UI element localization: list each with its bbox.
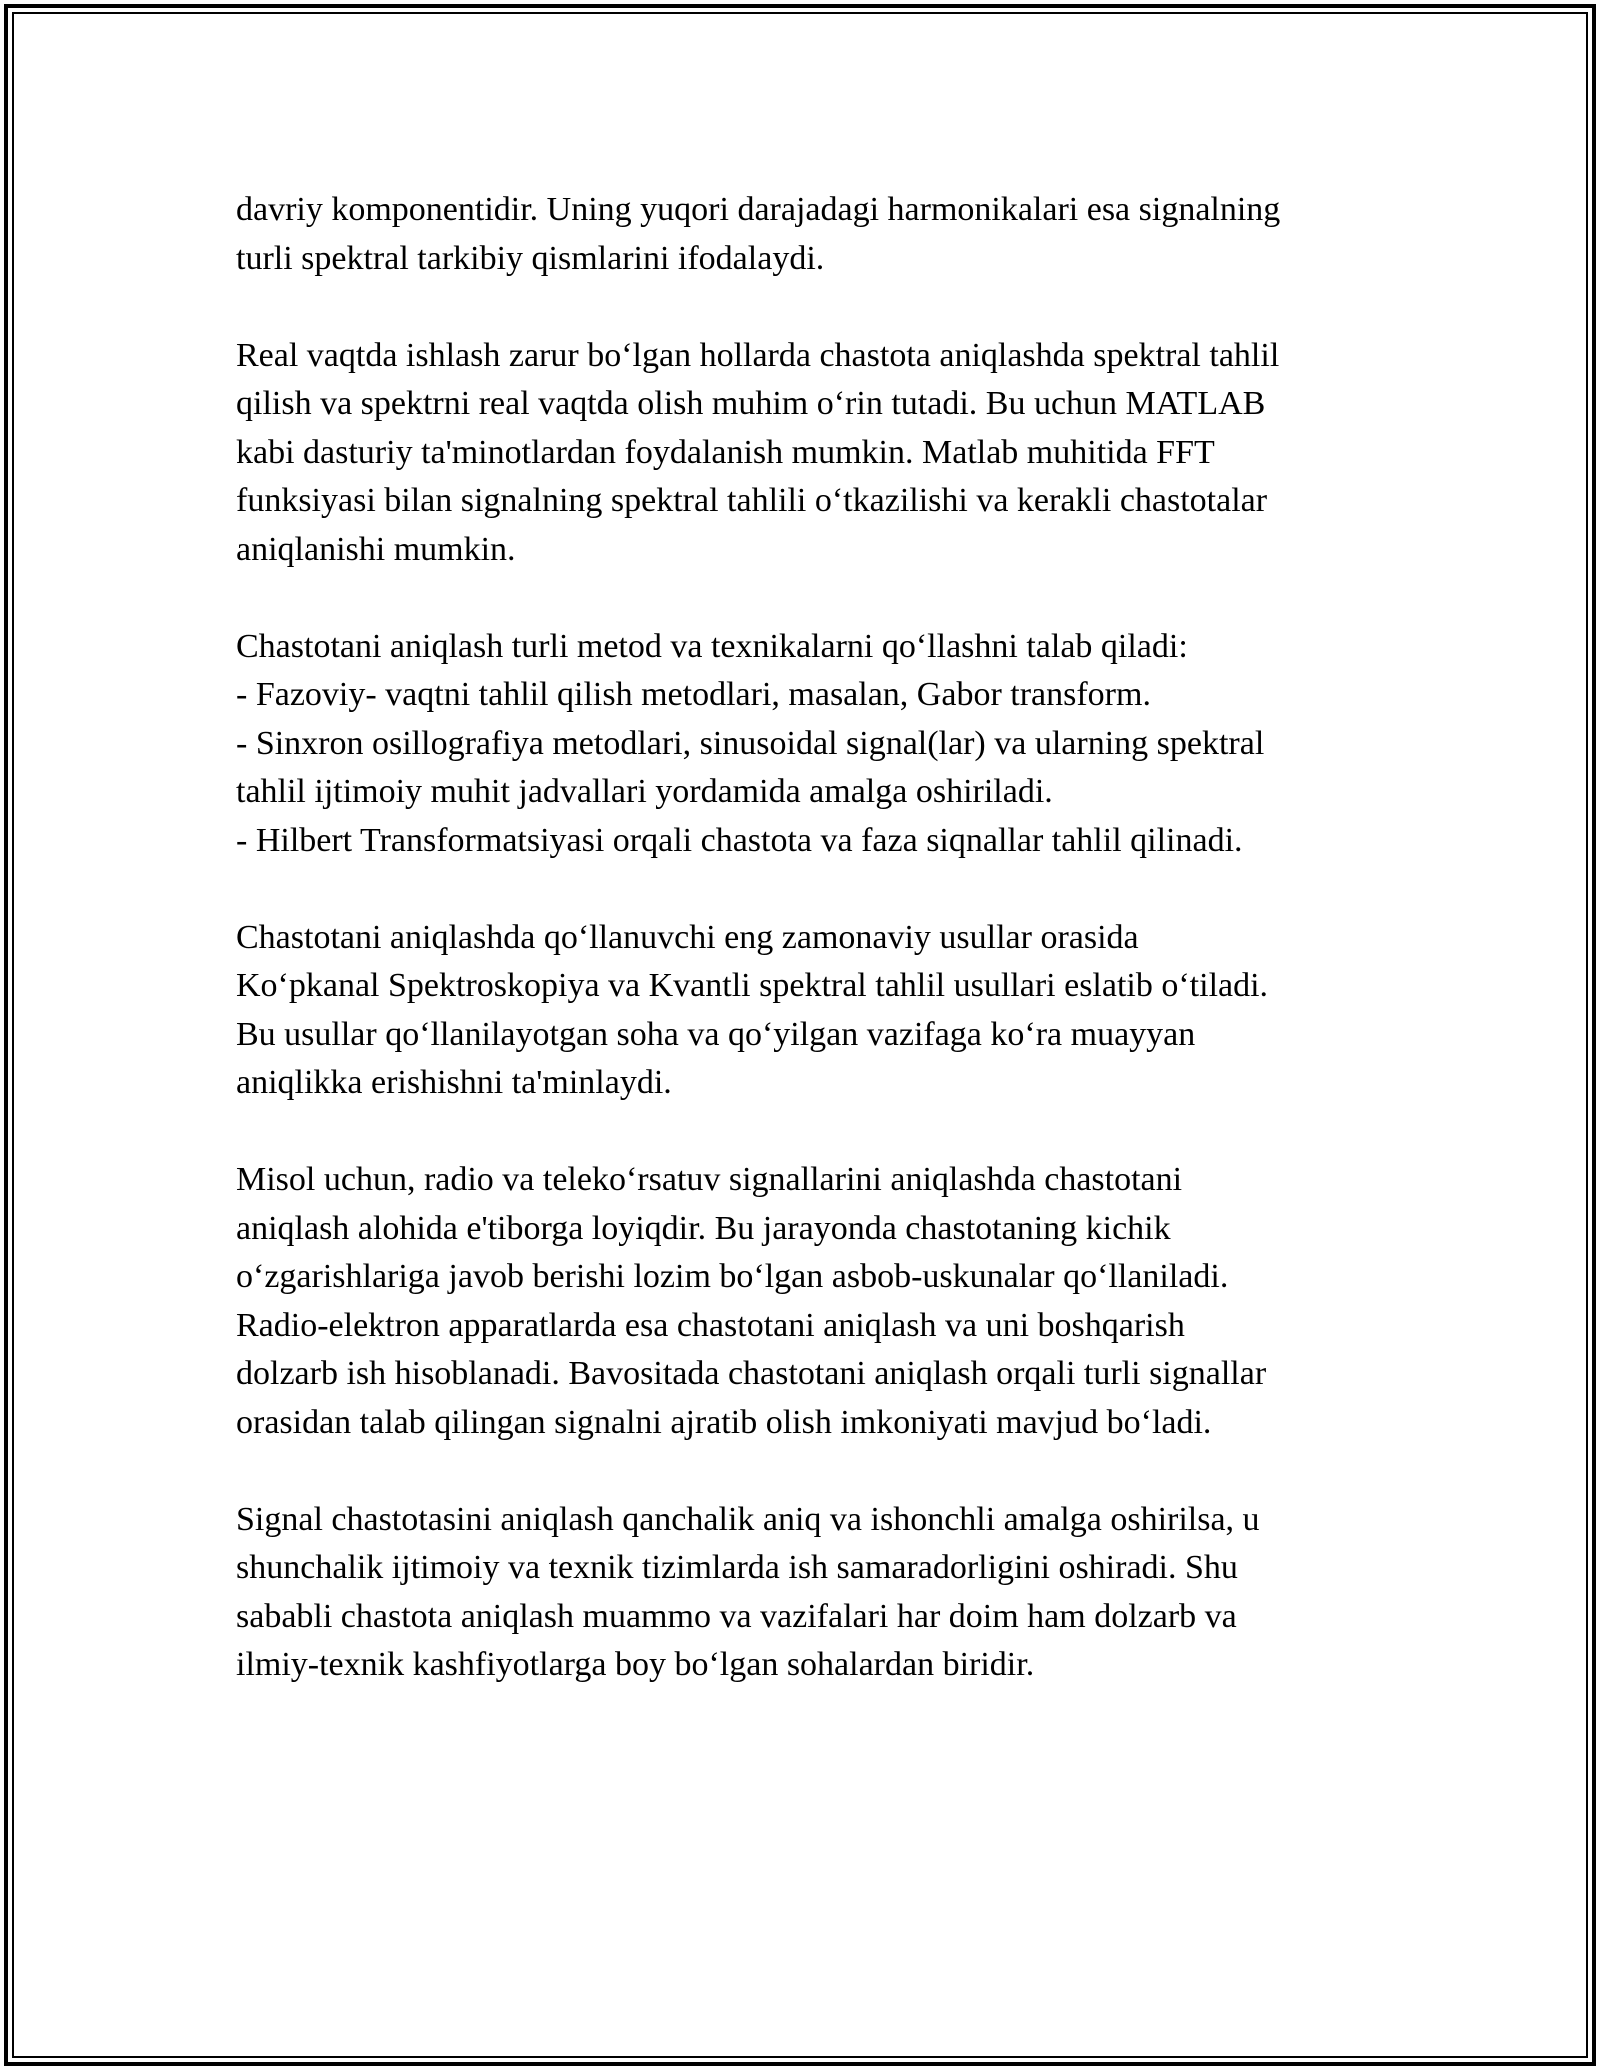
- text-line: qilish va spektrni real vaqtda olish muhim o‘rin tutadi. Bu uchun MATLAB: [236, 385, 1266, 422]
- text-line: aniqlash alohida e'tiborga loyiqdir. Bu jarayonda chastotaning kichik: [236, 1209, 1171, 1247]
- text-line: Chastotani aniqlashda qo‘llanuvchi eng zamonaviy usullar orasida: [236, 918, 1139, 956]
- text-line: aniqlikka erishishni ta'minlaydi.: [236, 1064, 672, 1101]
- text-line: Bu usullar qo‘llanilayotgan soha va qo‘yilgan vazifaga ko‘ra muayyan: [236, 1015, 1196, 1053]
- text-line: kabi dasturiy ta'minotlardan foydalanish mumkin. Matlab muhitida FFT: [236, 433, 1215, 471]
- paragraph: [236, 1156, 1376, 1447]
- text-line: davriy komponentidir. Uning yuqori darajadagi harmonikalari esa signalning: [236, 191, 1281, 228]
- text-line: Misol uchun, radio va teleko‘rsatuv signallarini aniqlashda chastotani: [236, 1161, 1183, 1198]
- text-line: aniqlanishi mumkin.: [236, 530, 516, 568]
- list-item: - Hilbert Transformatsiyasi orqali chastota va faza siqnallar tahlil qilinadi.: [236, 821, 1243, 859]
- paragraph: [236, 1496, 1376, 1690]
- text-line: shunchalik ijtimoiy va texnik tizimlarda ish samaradorligini oshiradi. Shu: [236, 1549, 1238, 1586]
- text-line: sababli chastota aniqlash muammo va vazifalari har doim ham dolzarb va: [236, 1597, 1237, 1635]
- text-line: Real vaqtda ishlash zarur bo‘lgan hollarda chastota aniqlashda spektral tahlil: [236, 336, 1280, 374]
- list-item: - Sinxron osillografiya metodlari, sinusoidal signal(lar) va ularning spektral: [236, 724, 1265, 762]
- list-item: - Fazoviy- vaqtni tahlil qilish metodlari, masalan, Gabor transform.: [236, 676, 1151, 713]
- text-line: funksiyasi bilan signalning spektral tahlili o‘tkazilishi va kerakli chastotalar: [236, 482, 1268, 519]
- text-line: o‘zgarishlariga javob berishi lozim bo‘lgan asbob-uskunalar qo‘llaniladi.: [236, 1258, 1229, 1295]
- text-line: Ko‘pkanal Spektroskopiya va Kvantli spektral tahlil usullari eslatib o‘tiladi.: [236, 967, 1269, 1004]
- text-line: tahlil ijtimoiy muhit jadvallari yordamida amalga oshiriladi.: [236, 773, 1053, 810]
- text-line: Radio-elektron apparatlarda esa chastotani aniqlash va uni boshqarish: [236, 1306, 1185, 1344]
- text-line: orasidan talab qilingan signalni ajratib olish imkoniyati mavjud bo‘ladi.: [236, 1403, 1212, 1441]
- paragraph: [236, 623, 1376, 866]
- document-body: [236, 186, 1376, 1738]
- paragraph: [236, 914, 1376, 1108]
- paragraph: [236, 332, 1376, 575]
- text-line: ilmiy-texnik kashfiyotlarga boy bo‘lgan sohalardan biridir.: [236, 1646, 1035, 1683]
- text-line: dolzarb ish hisoblanadi. Bavositada chastotani aniqlash orqali turli signallar: [236, 1355, 1267, 1392]
- paragraph: [236, 186, 1376, 283]
- text-line: Chastotani aniqlash turli metod va texnikalarni qo‘llashni talab qiladi:: [236, 627, 1188, 665]
- text-line: turli spektral tarkibiy qismlarini ifodalaydi.: [236, 239, 825, 277]
- text-line: Signal chastotasini aniqlash qanchalik aniq va ishonchli amalga oshirilsa, u: [236, 1500, 1260, 1538]
